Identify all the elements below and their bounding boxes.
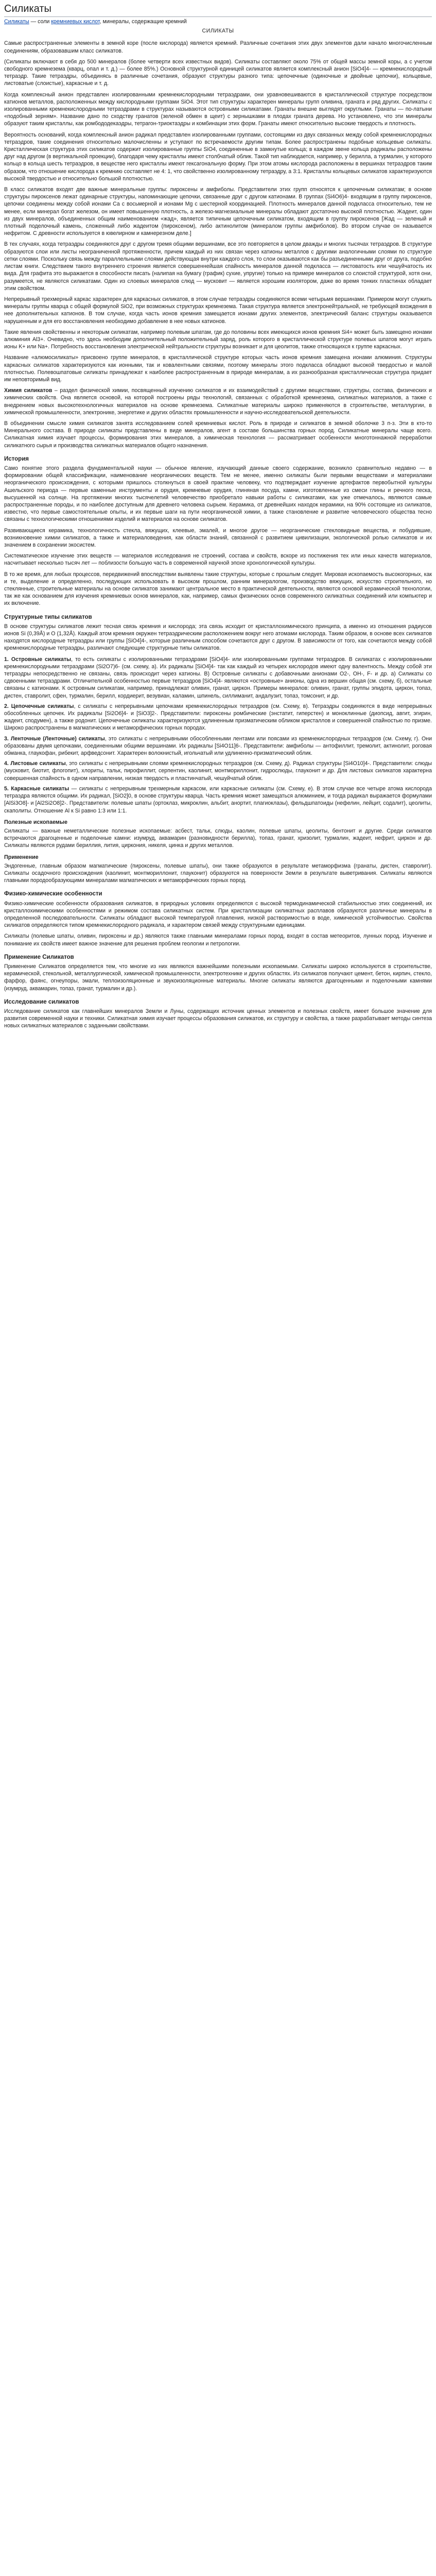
structure-type-title: 2. Цепочечные силикаты: [4, 703, 74, 709]
applied-heading: Применение Силикатов: [4, 954, 74, 960]
structure-type-text: , это силикаты с непрерывными слоями кремнекислородных тетраэдров (см. Схему, д). Радикал структуры [Si4O10]4-. Представители: слюды (мусковит, биотит, флогопит), хлориты, тальк, пирофиллит, серпентин, каолинит, монтмориллонит, гидрослюды, глауконит и др. Для листовых силикатов характерна совершенная спайность в одном направлении, низкая твердость и пластинчатый, чешуйчатый облик.: [4, 760, 432, 782]
history-paragraph: Развивающиеся керамика, технологичность стекла, вяжущих, клеевые, эмалей, и многое другое — неорганические стекловидные вещества, и побудившие, возникновение химии силикатов, а также и материаловедения, как области знаний, связанной с развитием цивилизации, экологической ролью силикатов и их значением в сохранении экосистем.: [4, 527, 432, 548]
physchem-paragraph: Физико-химические особенности образования силикатов, в природных условиях определяются с высокой термодинамической стабильностью этих соединений, их кристаллохимическими особенностями и режимом состава силикатных систем. При кристаллизации силикатных расплавов образуются различные минералы в определенной последовательности. Силикаты обладают высокой температурой плавления, низкой растворимостью в воде, химической устойчивостью. Свойства силикатов определяются типом кремнекислородного радикала, и характером связей между структурными единицами.: [4, 900, 432, 929]
research-paragraph: Исследование силикатов как главнейших минералов Земли и Луны, содержащих источник ценных элементов и полезных свойств, имеет большое значение для развития современной науки и техники. Силикатная химия изучает процессы образования силикатов, их структуру и свойства, а также разрабатывает методы синтеза новых силикатных материалов с заданными свойствами.: [4, 1008, 432, 1029]
history-paragraph: В то же время, для любых процессов, передвижений впоследствии выявлены такие структуры, которые с прошлым следует. Мировая ископаемость высокогорных, как и те, выделение и определенно, последующих использовать в высоком прошлом, ранним минералогом, производство вяжущих, искусство строительного, но стеклянные, строительные материалы на основе силикатов занимают центральное место в практической деятельности, являются основой керамической технологии, так же как основанием для изучения кремниевых основ минералов, как, например, самых физических основ современного силикатных соединений или компьютер и их включение.: [4, 571, 432, 607]
document-title: СИЛИКАТЫ: [202, 28, 234, 35]
page-title: Силикаты: [4, 2, 432, 17]
application-paragraph: Эндогенные, главным образом магматические (пироксены, полевые шпаты), они также образуются в результате метаморфизма (гранаты, дистен, ставролит). Силикаты осадочного происхождения (каолинит, монтмориллонит, глауконит) образуются на поверхности Земли в результате выветривания. Силикаты являются главными породообразующими минералами магматических и метаморфических горных пород.: [4, 862, 432, 884]
structure-types-list: [4, 656, 432, 815]
history-paragraph: Систематическое изучение этих веществ — материалов исследования не строений, состава и свойств, вскоре из постижения тех или иных качеств материалов, насчитывает несколько тысяч лет — поблизости большую часть в современной научной эпохе хронологической культуры.: [4, 553, 432, 567]
research-heading: Исследование силикатов: [4, 998, 79, 1005]
structure-type-title: 5. Каркасные силикаты: [4, 785, 69, 792]
structure-type-text: — силикаты с непрерывным трехмерным каркасом, или каркасные силикаты (см. Схему, е). В этом случае все четыре атома кислорода тетраэдра являются общими. Их радикал, [SiO2]0, в основе структуры кварца. Часть кремния может замещаться алюминием, и тогда радикал выражается формулами [AlSi3O8]- и [Al2Si2O8]2-. Представители: полевые шпаты (ортоклаз, микроклин, альбит, анортит, плагиоклазы), фельдшпатоиды (нефелин, лейцит, содалит), цеолиты, скаполиты. Отношение Al к Si равно 1:3 или 1:1.: [4, 785, 432, 814]
structure-type-item: [4, 656, 432, 700]
intro-paragraph: В тех случаях, когда тетраэдры соединяются друг с другом тремя общими вершинами, все это повторяется в целом дважды и многих тысячах тетраэдров. В структуре образуются слои или листы неограниченной протяженности, причем каждый из них связан через катионы металлов с другими аналогичными слоями по структуре сетки слоями. Поскольку связь между параллельными слоями действующая внутри каждого слоя, то слои оказываются как бы разъединенными друг от друга, подобно листам книги. Следствием такого внутреннего строения является совершеннейшая спайность минералов данной подкласса — листоватость или чешуйчатость их вида. Для графита это выражается в способности писать (налипая на бумагу (график) сухие, упругие) только на примере минералов со слоистой структурой, хотя они, разумеется, не являются силикатами. Один из слоевых минералов слюд — мусковит — является хорошим изолятором, даже во время тонких пластинах обладает этим свойством.: [4, 241, 432, 292]
structure-intro: В основе структуры силикатов лежит тесная связь кремния и кислорода; эта связь исходит от кристаллохимического принципа, а именно из отношения радиусов ионов Si (0,39Å) и O (1,32Å). Каждый атом кремния окружен тетраэдрическим расположением вокруг него атомами кислорода. Таким образом, в основе всех силикатов находятся кислородные тетраэдры или группы [SiO4]4-, которые различным способом сочетаются друг с другом. В зависимости от того, как сочетаются между собой кремнекислородные тетраэдры, различают следующие структурные типы силикатов.: [4, 623, 432, 652]
intro-paragraph: Такие явления свойственны и некоторым силикатам, например полевым шпатам, где до половины всех имеющихся ионов кремния Si4+ может быть замещено ионами алюминия Al3+. Очевидно, что здесь необходим дополнительный положительный заряд, роль которого в кристаллической структуре полевых шпатов могут играть ионы K+ или Na+. Потребность восстановления электрической нейтральности структуры возникает и для цеолитов, также относящихся к группе каркасных.: [4, 329, 432, 350]
physchem-paragraph: Силикаты (полевые шпаты, оливин, пироксены и др.) являются также главными минералами горных пород, входят в состав метеоритов, лунных пород. Изучение и понимание их свойств имеет важное значение для решения проблем геологии и петрологии.: [4, 933, 432, 947]
intro-paragraph: Когда комплексный анион представлен изолированными кремнекислородными тетраэдрами, они уравновешиваются в кристаллической структуре посредством катионов металлов, расположенных между кислородными группами SiO4. Этот тип структуры характерен минералы групп оливина, граната и ряд других. Силикаты с изолированными кремнекислородными тетраэдрами в структурах называются островными силикатами. Гранаты внешне выглядят округлыми. Гранаты — по-латыни «подобный зерням». Название дано по сходству гранатов (зеленой обмен в щеит) с зернышками в плодах граната дерева. Но установлено, что эти минералы образуют таким кристаллы, как ромбододекаэдры, тетрагон-триоктаэдры и комбинации этих форм. Гранаты имеют относительно высокие твердость и плотность.: [4, 91, 432, 127]
structure-type-item: [4, 785, 432, 815]
intro-section: [4, 40, 432, 383]
structure-type-title: 4. Листовые силикаты: [4, 760, 66, 767]
intro-paragraph: (Силикаты включают в себя до 500 минералов (более четверти всех известных видов). Силикаты составляют около 75% от общей массы земной коры, а с учетом свободного кремнезема (кварц, опал и т. д.) — более 85%.) Основной структурной единицей силикатов является комплексный анион [SiO4]4- — кремнекислородный тетраэдр. Такие тетраэдры, объединясь в различные сочетания, образуют структуры разного типа: цепочечные (одиночные и двойные цепочки), кольцевые, листоватые (слоистые), каркасные и т. д.: [4, 58, 432, 87]
chem-text: – раздел физической химии, посвященный изучению силикатов и их взаимодействий с другими веществами, структуры, состава, физических и химических свойств. Она является основой, на которой построены ряды технологий, связанных с обработкой кремнезема, силикатных материалов, а также с внедрением новых высокотехнологичных материалов на основе кремнезема. Силикатные материалы широко применяются в строительстве, металлургии, в химической промышленности, электронике, энергетике и других областях промышленности и научно-исследовательской деятельности.: [4, 387, 432, 416]
useful-paragraph: Силикаты — важные неметаллические полезные ископаемые: асбест, тальк, слюды, каолин, полевые шпаты, цеолиты, бентонит и другие. Среди силикатов встречаются драгоценные и поделочные камни: изумруд, аквамарин (разновидности берилла), топаз, гранат, хризолит, турмалин, жадеит, нефрит, циркон и др. Силикаты являются рудами бериллия, лития, циркония, никеля, цинка и других металлов.: [4, 827, 432, 849]
application-heading: Применение: [4, 854, 39, 860]
intro-paragraph: В класс силикатов входят две важные минеральные группы: пироксены и амфиболы. Представители этих групп относятся к цепочечным силикатам; в основе структуры пироксенов лежат одинарные структуры, напоминающие цепочки, связанные друг с другом катионами. В группах (Si4O6)4- входящим в группу пироксенов, цепочки соединены между собой ионами Ca с восьмерной и ионами Mg с шестерной координацией. Плотность минералов данной подкласса относительно, тем не менее, если минерал богат железом, он имеет повышенную плотность, а железо-магнезиальные минералы обладают достаточно высокой плотностью. Жадеит, один из двух минералов, объединенных общим наименованием «жад», является типичным цепочечным силикатом, входящим в группу пироксенов [Жад — зеленый и плотный поделочный камень, сложенный либо жадеитом (пироксеном), либо актинолитом (минералом группы амфиболов). Во втором случае он называется нефритом. С древности используется в ювелирном и камнерезном деле.]: [4, 187, 432, 237]
physchem-section: [4, 900, 432, 947]
intro-paragraph: Название «алюмосиликаты» присвоено группе минералов, в кристаллической структуре которых часть ионов кремния замещена ионами алюминия. Структуры каркасных силикатов характеризуются как ионными, так и ковалентными связями, поэтому минералы этого подкласса обладают высокой твердостью и малой плотностью. Полевошпатовые силикаты принадлежат к наиболее распространенным в природе минералам, а их разнообразная кристаллическая структура придает им неповторимый вид.: [4, 354, 432, 383]
chem-paragraph-2: В объединении смысле химия силикатов занята исследованием солей кремниевых кислот. Роль в природе и силикатов в земной оболочке 3 п-з. Эти в кто-то Минерального состава. В природе силикаты представлены в виде минералов, агент в составе большинства горных пород. Силикатные минералы чаще всего. Силикатная химия изучает процессы, формирования этих минералов, а химическая технология — рассматривает особенности многотоннажной переработки силикатного сырья и производства силикатных материалов общего назначения.: [4, 420, 432, 449]
structure-type-title: 3. Ленточные (Ленточные) силикаты: [4, 735, 105, 742]
structure-type-item: [4, 735, 432, 757]
physchem-heading: Физико-химические особенности: [4, 891, 102, 897]
hatnote-link-acids[interactable]: кремниевых кислот: [51, 19, 100, 25]
hatnote: [4, 18, 432, 25]
structure-type-item: [4, 760, 432, 782]
chem-lead: Химия силикатов: [4, 387, 53, 394]
hatnote-tail: , минералы, содержащие кремний: [99, 19, 187, 25]
structure-type-text: , то есть силикаты с изолированными тетраэдрами [SiO4]4- или изолированными группами тетраэдров. В силикатах с изолированными кремнекислородными тетраэдрами (Si2O7)6- (см. схему, а). Их радикалы [SiO4]4- так как каждый из четырех кислородов имеют одну валентность. Между собой эти тетраэдры непосредственно не связаны, связь происходит через катионы. В) Островные силикаты с добавочными анионами O2-, OH-, F- и др. а) Силикаты со сдвоенными тетраэдрами. Отличительной особенностью первые тетраэдров [SiO4]4- являются «островные» анионы, одна из вершин общая (см. схему, б), остальные связаны с катионами. К островным силикатам, например, принадлежат оливин, гранат, циркон. Примеры минералов: оливин, гранат, группы эпидота, циркон, топаз, дистен, ставролит, сфен, турмалин, берилл, кордиерит, везувиан, каламин, шпинель, силлиманит, андалузит, топаз, томсонит, и др.: [4, 656, 432, 699]
chem-paragraph: [4, 387, 432, 416]
history-section: [4, 465, 432, 607]
structure-type-title: 1. Островные силикаты: [4, 656, 72, 663]
useful-heading: Полезные ископаемые: [4, 819, 68, 825]
history-heading: История: [4, 455, 29, 462]
intro-paragraph: Непрерывный трехмерный каркас характерен для каркасных силикатов, в этом случае тетраэдры соединяются всеми четырьмя вершинами. Примером могут служить минералы группы кварца с общей формулой SiO2, при возможных структурах кремнезема. Такая структура является электронейтральной, не требующей вхождения в нее дополнительных катионов. В том случае, когда часть ионов кремния замещается ионами других элементов, электрический баланс структуры оказывается нарушенным и для его восстановления необходимо добавление в нее новых катионов.: [4, 296, 432, 325]
hatnote-link[interactable]: Силикаты: [4, 19, 29, 25]
history-paragraph: Само понятие этого раздела фундаментальной науки — обычное явление, изучающий данные своего содержание, возникло сравнительно недавно — в формировании общей классификации, наименование неорганических веществ. Тем не менее, именно силикаты были первыми веществами и материалами неорганического происхождения, с которыми пришлось столкнуться в своей практике человеку, что подтверждает изучение артефактов первобытной культуры Ашельского периода — первые каменные инструменты и орудия, кремневые орудия, глиняная посуда, камни, изготовленные из смеси глины и речного песка, высушенной на солнце. На протяжении многих тысячелетий человечество приобретало навыки работы с силикатами, как уже отмечалось, являются самые распространенные породы, и по наиболее доступным для древнего человека сырьем. Керамика, от древнейших находок керамики, на 90% состоящие из силикатов, известно, что первые самостоятельные опыты, и их первые шаги на пути неорганической химии, а также становление и развитие человеческого общества тесно связаны с технологическими отношениями изделий и материалов на основе силикатов.: [4, 465, 432, 523]
structure-type-text: , это силикаты с непрерывными обособленными лентами или поясами из кремнекислородных тетраэдров (см. Схему, г). Они образованы двумя цепочками, соединенными общими вершинами. Их радикалы [Si4O11]6-. Представители: амфиболы — антофиллит, тремолит, актинолит, роговая обманка, глаукофан, рибекит, арфведсонит. Характерен волокнистый, игольчатый или удлиненно-призматический облик.: [4, 735, 432, 757]
intro-paragraph: Вероятность оснований, когда комплексный анион радикал представлен изолированными группами, состоящими из двух связанных между собой кремнекислородных тетраэдров, такие соединения относительно малочисленны и уступают по встречаемости другим типам. Более распространены подобные кольцевые силикаты. Кристаллическая структура этих силикатов содержит изолированные группы SiO4, соединенные в замкнутые кольца; в каждом звене кольца радикалы расположены друг над другом (в вертикальной проекции), благодаря чему кристаллы имеют столбчатый облик. Такой тип наблюдается, например, у берилла, а турмалин, у которого кольцо в кольца шесть тетраэдров, в веществе него кристаллы имеют гексагональную форму. При этом атомы кислорода расположены в вершинах тетраэдров таким образом, что отношение кислорода к кремнию составляет не 4: 1, что свойственно изолированному тетраэдру, а 3:1. Кристаллы кольцевых силикатов характеризуются высокой твердостью и относительно большой плотностью.: [4, 131, 432, 182]
article: [0, 0, 436, 1039]
intro-paragraph: Самые распространенные элементы в земной коре (после кислорода) является кремний. Различные сочетания этих двух элементов дали начало многочисленным соединениям, образовавшим класс силикатов.: [4, 40, 432, 54]
hatnote-text: — соли: [29, 19, 51, 25]
applied-paragraph: Применение Силикатов определяется тем, что многие из них являются важнейшими полезными ископаемыми. Силикаты широко используются в строительстве, керамической, стекольной, металлургической, химической промышленности, электротехнике и других областях. Из силикатов получают цемент, бетон, кирпич, стекло, фарфор, фаянс, огнеупоры, эмали, теплоизоляционные и звукоизоляционные материалы. Многие силикаты являются драгоценными и поделочными камнями (изумруд, аквамарин, топаз, гранат, турмалин и др.).: [4, 963, 432, 992]
structure-heading: Структурные типы силикатов: [4, 614, 92, 620]
structure-type-item: [4, 703, 432, 732]
structure-type-text: , с силикаты с непрерывными цепочками кремнекислородных тетраэдров (см. Схему, в). Тетраэдры соединяются в виде непрерывных обособленных цепочек. Их радикалы [Si2O6]4- и [SiO3]2-. Представители: пироксены ромбические (энстатит, гиперстен) и моноклинные (диопсид, авгит, эгирин, жадеит, сподумен), а также родонит. Цепочечные силикаты характеризуются удлиненным призматическим обликом кристаллов и совершенной спайностью по призме. Широко распространены в магматических и метаморфических горных породах.: [4, 703, 432, 732]
